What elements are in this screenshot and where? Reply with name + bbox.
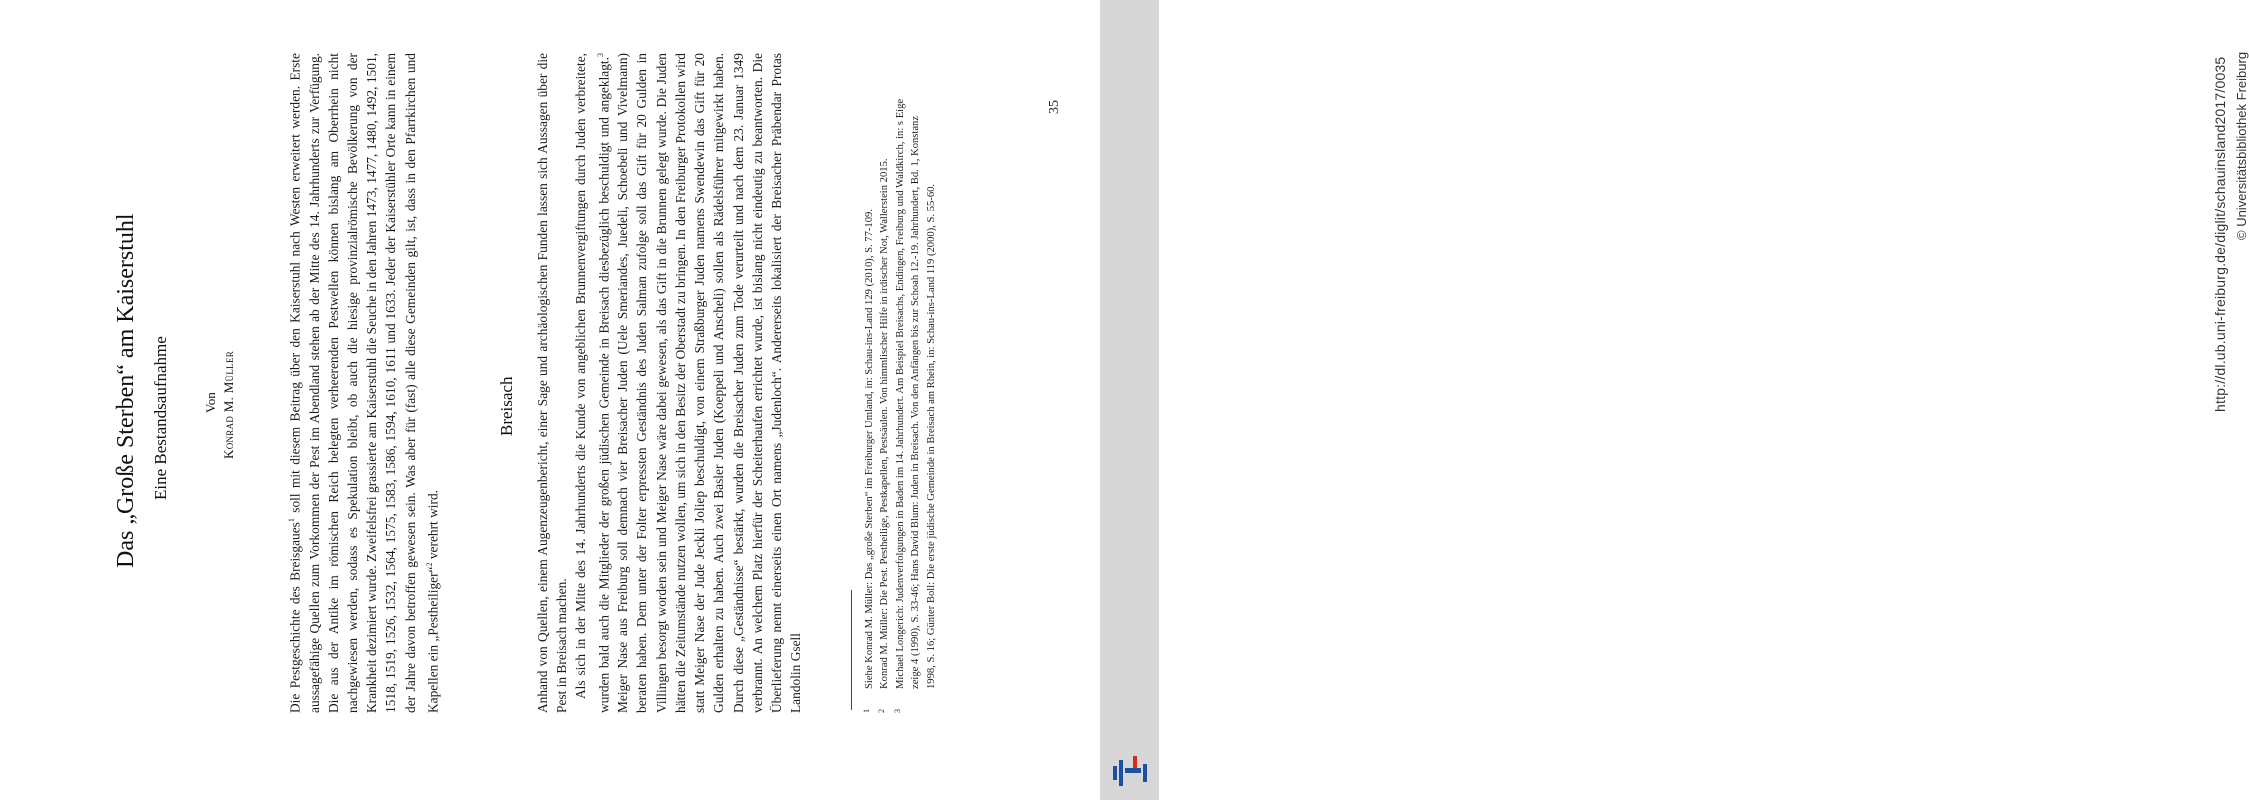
paragraph-text-b: Meiger Nase aus Freiburg soll demnach vier Breisacher Juden (Uele Smeriandes, Juedeli, Schoebeli und Vivelmann) beraten haben. Dem unter der Folter erpressten Geständnis des Juden Salman zufolge soll das Gift für 20 Gulden in Villingen besorgt worden sein und Meiger Nase wäre dabei gewesen, als das Gift in die Brunnen gelegt wurde. Die Juden hätten die Zeitumstände nutzen wollen, um sich in den Besitz der Oberstadt zu bringen. In den Freiburger Protokollen wird statt Meiger Nase der Jude Jeckli Joliep beschuldigt, von einem Straßburger Juden namens Swendewin das Gift für 20 Gulden erhalten zu haben. Auch zwei Basler Juden (Koeppeli und Anscheli) sollen als Rädelsführer mitgewirkt haben. Durch diese „Geständnisse“ bestärkt, wurden die Breisacher Juden zum Tode verurteilt und nach dem 23. Januar 1349 verbrannt. An welchem Platz hierfür der Scheiterhaufen errichtet wurde, ist bislang nicht eindeutig zu beantworten. Die Überlieferung nennt einerseits einen Ort namens „Judenloch“. Andererseits lokalisiert der Breisacher Präbendar Protas Landolin Gsell [615,53,804,713]
byline-author: Konrad M. Müller [221,350,236,459]
footnotes [862,93,939,713]
footnote-number: 3 [892,709,902,713]
footnote-text: Michael Longerich: Judenverfolgungen in Baden im 14. Jahrhundert. Am Beispiel Breisachs, Endingen, Freiburg und Waldkirch, in: s Eige zeige 4 (1990), S. 33-46; Hans David Blum: Juden in Breisach. Von den Anfängen bis zur Schoah 12.-19. Jahrhundert, Bd. 1, Konstanz 1998, S. 16; Günter Boll: Die erste jüdische Gemeinde in Breisach am Rhein, in: Schau-ins-Land 119 (2000), S. 55-60. [894,98,937,689]
footnote-rule [851,590,852,710]
source-url-link[interactable]: http://dl.ub.uni-freiburg.de/diglit/schauinsland2017/0035 [2212,56,2228,412]
footnote-text: Siehe Konrad M. Müller: Das „große Sterben“ im Freiburger Umland, in: Schau-ins-Land 129 (2010), S. 77-109. [864,209,875,689]
section-body [533,53,805,713]
intro-paragraph [282,53,443,713]
byline-von: Von [203,392,218,413]
ub-freiburg-logo-icon [1113,750,1153,790]
footnote-2 [877,93,892,713]
paragraph-text-a: Als sich in der Mitte des 14. Jahrhunderts die Kunde von angeblichen Brunnenvergiftungen durch Juden verbreitete, wurden bald auch die Mitglieder der großen jüdischen Gemeinde in Breisach diesbezüglich beschuldigt und angeklagt. [573,53,612,713]
intro-text-a: Die Pestgeschichte des Breisgaues [287,522,303,713]
article-subtitle: Eine Bestandsaufnahme [151,336,170,500]
footnote-3 [893,93,939,713]
viewer-sidebar [1100,0,2249,800]
section-heading: Breisach [497,376,516,436]
footnote-ref: 2 [424,562,434,567]
footnote-number: 1 [862,709,871,713]
copyright-notice: © Universitätsbibliothek Freiburg [2234,51,2249,240]
footnote-ref: 1 [287,518,296,523]
footnote-1 [862,93,877,713]
intro-text-b: soll mit diesem Beitrag über den Kaiserstuhl nach Westen erweitert werden. Erste aussagefähige Quellen zum Vorkommen der Pest im Abendland stehen ab der Mitte des 14. Jahrhunderts zur Verfügung. Die aus der Antike im römischen Reich belegten verheerenden Pestwellen können bislang am Oberrhein nicht nachgewiesen werden, sodass es Spekulation bleibt, ob auch die hiesige provinzialrömische Bevölkerung von der Krankheit dezimiert wurde. Zweifelsfrei grassierte am Kaiserstuhl die Seuche in den Jahren 1473, 1477, 1480, 1492, 1501, 1518, 1519, 1526, 1532, 1564, 1575, 1583, 1586, 1594, 1610, 1611 und 1633. Jeder der Kaiserstühler Orte kann in einem der Jahre davon betroffen gewesen sein. Was aber für (fast) alle diese Gemeinden gilt, ist, dass in den Pfarrkirchen und Kapellen ein „Pestheiliger“ [287,53,441,713]
section-paragraph-2 [571,53,805,713]
scanned-page [0,0,1100,800]
footnote-number: 2 [877,709,887,713]
section-paragraph-1: Anhand von Quellen, einem Augenzeugenbericht, einer Sage und archäologischen Funden lassen sich Aussagen über die Pest in Breisach machen. [535,53,570,713]
footnote-text: Konrad M. Müller: Die Pest. Pestheilige, Pestkapellen, Pestsäulen. Von himmlischer Hilfe in irdischer Not, Wallerstein 2015. [879,158,891,689]
article-title: Das „Große Sterben“ am Kaiserstuhl [113,213,139,568]
intro-text-c: verehrt wird. [425,489,441,563]
page-number: 35 [1047,100,1062,114]
footnote-ref: 3 [595,53,605,57]
